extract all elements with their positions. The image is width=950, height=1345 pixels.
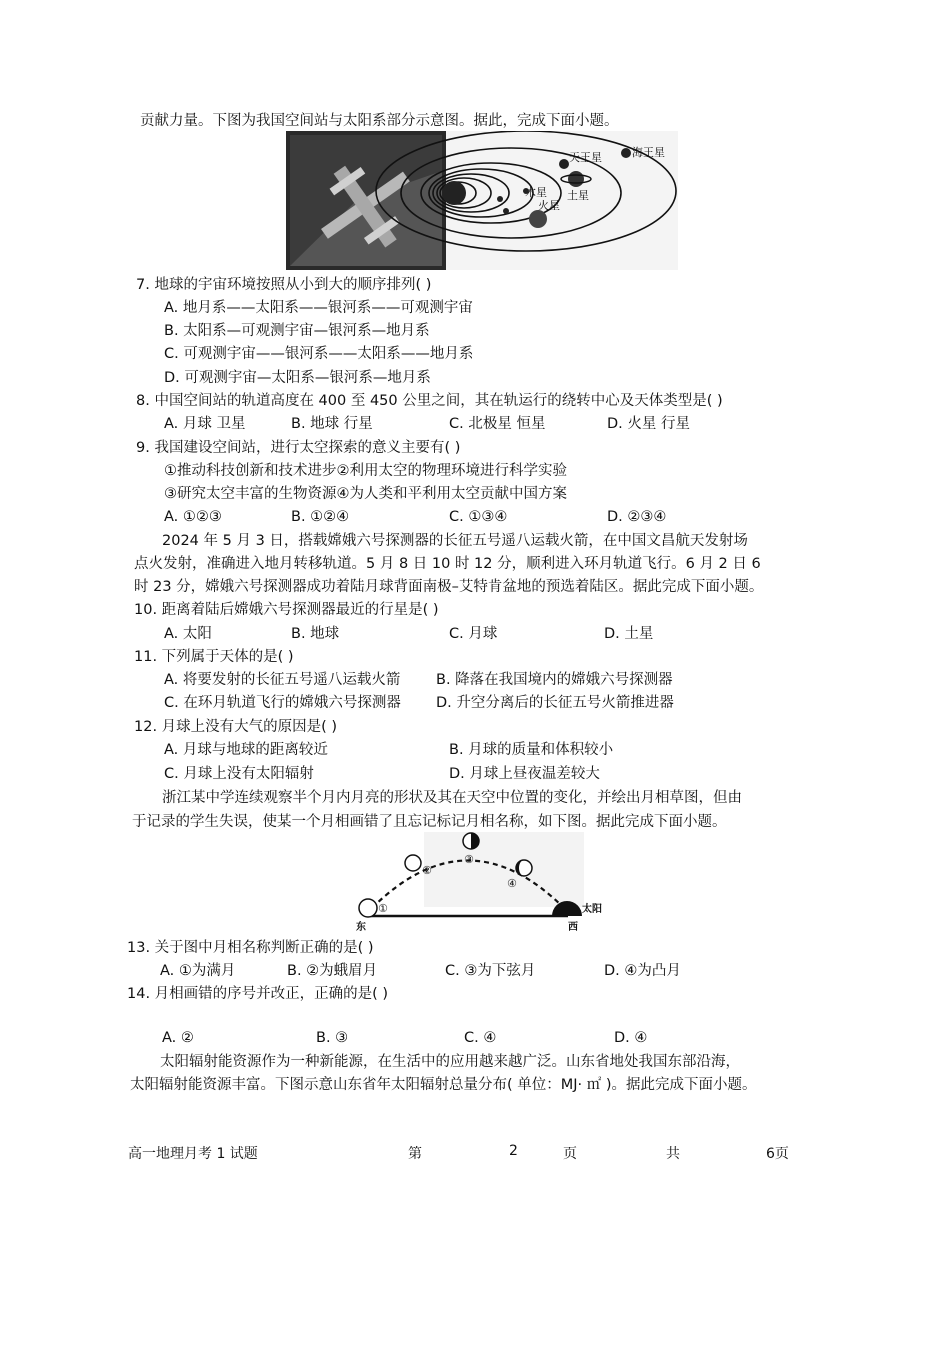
moon-phase-figure [354,830,604,932]
q10-options [0,625,950,643]
passage4-line2: 太阳辐射能资源丰富。下图示意山东省年太阳辐射总量分布( 单位：MJ· ㎡ )。据此完成下面小题。 [130,1077,757,1093]
footer-di: 第 [408,1146,422,1162]
q13-option-d[interactable]: D. ④为凸月 [604,963,681,979]
q7-option-b[interactable]: B. 太阳系—可观测宇宙—银河系—地月系 [164,323,430,339]
q13-option-c[interactable]: C. ③为下弦月 [445,963,536,979]
q11-option-a[interactable]: A. 将要发射的长征五号遥八运载火箭 [164,672,401,688]
q14-option-b[interactable]: B. ③ [316,1030,349,1046]
uranus [559,159,569,169]
q10-option-b[interactable]: B. 地球 [291,626,340,642]
moon-phase-1 [359,899,377,917]
footer-title: 高一地理月考 1 试题 [128,1146,258,1162]
q14-stem: 14. 月相画错的序号并改正，正确的是( ) [127,986,389,1002]
q8-option-a[interactable]: A. 月球 卫星 [164,416,246,432]
label-num-3: ③ [464,853,474,866]
q8-option-b[interactable]: B. 地球 行星 [291,416,373,432]
q9-option-b[interactable]: B. ①②④ [291,509,350,525]
q12-option-c[interactable]: C. 月球上没有太阳辐射 [164,766,314,782]
label-mars: 火星 [538,199,560,212]
q9-options [0,508,950,526]
q14-options [0,1029,950,1047]
q9-stem: 9. 我国建设空间站，进行太空探索的意义主要有( ) [136,440,461,456]
q9-option-a[interactable]: A. ①②③ [164,509,222,525]
label-saturn: 土星 [567,189,589,202]
neptune [621,148,631,158]
label-uranus: 天王星 [569,151,602,164]
q8-option-d[interactable]: D. 火星 行星 [607,416,690,432]
q9-statement-2: ③研究太空丰富的生物资源④为人类和平利用太空贡献中国方案 [164,486,567,502]
q11-option-d[interactable]: D. 升空分离后的长征五号火箭推进器 [436,695,674,711]
footer-gong: 共 [666,1146,680,1162]
intro-line: 贡献力量。下图为我国空间站与太阳系部分示意图。据此，完成下面小题。 [140,113,619,129]
q12-option-d[interactable]: D. 月球上昼夜温差较大 [449,766,600,782]
q14-option-a[interactable]: A. ② [162,1030,194,1046]
label-west: 西 [568,922,578,932]
q13-option-b[interactable]: B. ②为蛾眉月 [287,963,378,979]
q8-options [0,415,950,433]
q12-options-ab [0,741,950,759]
q7-option-a[interactable]: A. 地月系——太阳系——银河系——可观测宇宙 [164,300,473,316]
footer-ye: 页 [563,1146,577,1162]
q7-stem: 7. 地球的宇宙环境按照从小到大的顺序排列( ) [136,277,432,293]
label-num-4: ④ [507,877,517,890]
saturn [568,171,584,187]
q13-option-a[interactable]: A. ①为满月 [160,963,236,979]
q12-stem: 12. 月球上没有大气的原因是( ) [134,719,338,735]
jupiter [529,210,547,228]
footer-page-number: 2 [509,1143,518,1159]
q11-options-ab [0,671,950,689]
label-east: 东 [356,922,366,932]
label-num-1: ① [378,902,388,915]
q10-stem: 10. 距离着陆后嫦娥六号探测器最近的行星是( ) [134,602,439,618]
q10-option-a[interactable]: A. 太阳 [164,626,212,642]
q12-option-a[interactable]: A. 月球与地球的距离较近 [164,742,328,758]
q11-stem: 11. 下列属于天体的是( ) [134,649,294,665]
q7-option-c[interactable]: C. 可观测宇宙——银河系——太阳系——地月系 [164,346,474,362]
q13-options [0,962,950,980]
q7-option-d[interactable]: D. 可观测宇宙—太阳系—银河系—地月系 [164,370,431,386]
q11-options-cd [0,694,950,712]
q12-options-cd [0,765,950,783]
q14-option-c[interactable]: C. ④ [464,1030,497,1046]
passage3-line1: 浙江某中学连续观察半个月内月亮的形状及其在天空中位置的变化，并绘出月相草图，但由 [162,790,742,806]
passage2-line3: 时 23 分，嫦娥六号探测器成功着陆月球背面南极–艾特肯盆地的预选着陆区。据此完成下面小题。 [134,579,764,595]
label-sun: 太阳 [582,904,602,915]
q8-option-c[interactable]: C. 北极星 恒星 [449,416,546,432]
passage2-line2: 点火发射，准确进入地月转移轨道。5 月 8 日 10 时 12 分，顺利进入环月轨道飞行。6 月 2 日 6 [134,556,761,572]
label-num-2: ② [422,864,432,877]
q14-option-d[interactable]: D. ④ [614,1030,648,1046]
q13-stem: 13. 关于图中月相名称判断正确的是( ) [127,940,374,956]
q9-option-d[interactable]: D. ②③④ [607,509,667,525]
passage2-line1: 2024 年 5 月 3 日，搭载嫦娥六号探测器的长征五号遥八运载火箭，在中国文昌航天发射场 [162,533,748,549]
q8-stem: 8. 中国空间站的轨道高度在 400 至 450 公里之间，其在轨运行的绕转中心及天体类型是( ) [136,393,723,409]
passage4-line1: 太阳辐射能资源作为一种新能源，在生活中的应用越来越广泛。山东省地处我国东部沿海， [160,1054,740,1070]
passage3-line2: 于记录的学生失误，使某一个月相画错了且忘记标记月相名称，如下图。据此完成下面小题。 [132,814,727,830]
q10-option-c[interactable]: C. 月球 [449,626,498,642]
sun-in-diagram [442,181,466,205]
q12-option-b[interactable]: B. 月球的质量和体积较小 [449,742,614,758]
space-station-solar-system-figure [286,131,678,270]
footer-total-pages: 6页 [766,1146,789,1162]
q9-statement-1: ①推动科技创新和技术进步②利用太空的物理环境进行科学实验 [164,463,567,479]
moon-phase-2 [405,855,421,871]
q11-option-b[interactable]: B. 降落在我国境内的嫦娥六号探测器 [436,672,673,688]
label-neptune: 海王星 [632,146,665,159]
q11-option-c[interactable]: C. 在环月轨道飞行的嫦娥六号探测器 [164,695,401,711]
q10-option-d[interactable]: D. 土星 [604,626,654,642]
q9-option-c[interactable]: C. ①③④ [449,509,508,525]
label-jupiter: 木星 [525,186,547,199]
